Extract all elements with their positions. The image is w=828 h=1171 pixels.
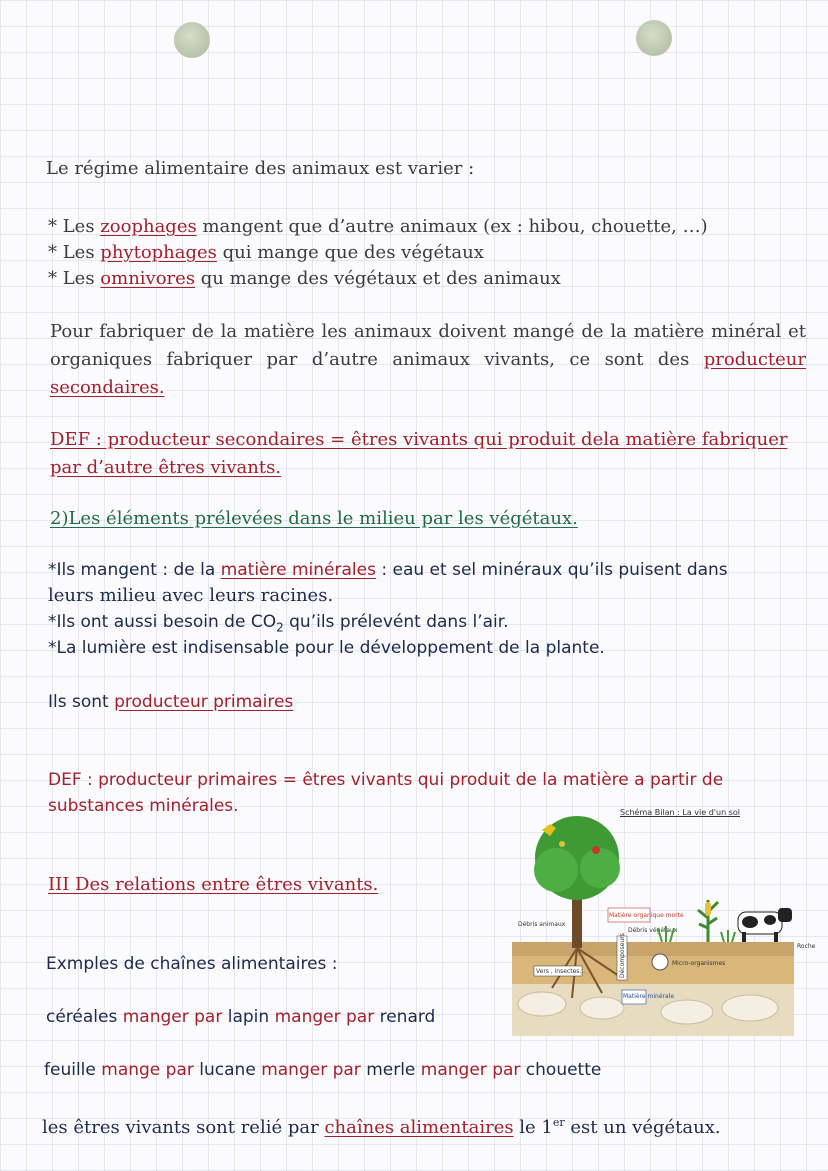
conclusion-prefix: les êtres vivants sont relié par — [42, 1117, 325, 1138]
diet-line-phytophages — [48, 239, 484, 267]
diet-bullet: * Les — [48, 242, 101, 263]
diagram-apple — [559, 841, 565, 847]
term-phytophages: phytophages — [100, 242, 217, 263]
chain-2-item: lucane — [199, 1060, 262, 1080]
diagram-rock — [518, 992, 566, 1016]
diet-rest: mangent que d’autre animaux (ex : hibou, chouette, …) — [196, 216, 708, 237]
diet-line-zoophages — [48, 213, 708, 241]
para1-line2-text: organiques fabriquer par d’autre animaux vivants, ce sont des — [50, 349, 704, 370]
conclusion — [42, 1109, 721, 1142]
chain-1-item: lapin — [227, 1007, 275, 1027]
diagram-tree-foliage — [534, 848, 578, 892]
diagram-cow-head — [778, 908, 792, 922]
diagram-cow-spot — [742, 916, 758, 928]
diagram-rock — [580, 997, 624, 1019]
diagram-corn-cob — [705, 902, 711, 916]
plant-needs-line4: *La lumière est indisensable pour le développement de la plante. — [48, 638, 605, 658]
chain-1-link: manger par — [274, 1007, 380, 1027]
label-micro-organismes: Micro-organismes — [672, 960, 726, 967]
chain-2-link: mange par — [101, 1060, 200, 1080]
chain-1-item: céréales — [46, 1007, 123, 1027]
diagram-rock — [722, 995, 778, 1021]
label-debris-animaux: Débris animaux — [518, 921, 566, 928]
def-secondary-line1: DEF : producteur secondaires = êtres vivants qui produit dela matière fabriquer — [50, 429, 788, 450]
conclusion-superscript: er — [552, 1116, 565, 1129]
chain-2-link: manger par — [420, 1060, 526, 1080]
para1-line3: secondaires. — [50, 377, 165, 398]
diagram-apple — [592, 846, 600, 854]
plant-needs-text: *Ils ont aussi besoin de CO — [48, 612, 277, 632]
plant-needs-text: *Ils mangent : de la — [48, 560, 221, 580]
label-debris-vegetaux: Débris végétaux — [628, 927, 678, 934]
diagram-litter-layer — [512, 942, 794, 956]
label-roche: Roche — [797, 943, 816, 950]
label-matiere-organique: Matière organique morte — [609, 912, 684, 919]
para1-line2 — [50, 346, 806, 374]
diet-rest: qu mange des végétaux et des animaux — [195, 268, 561, 289]
para1-line1: Pour fabriquer de la matière les animaux doivent mangé de la matière minéral et — [50, 321, 806, 342]
primary-prefix: Ils sont — [48, 692, 115, 712]
diagram-cow-leg — [742, 932, 746, 942]
section3-title: III Des relations entre êtres vivants. — [48, 874, 379, 895]
diagram-microbes — [652, 954, 668, 970]
binder-hole-right — [636, 20, 672, 56]
label-vers: Vers , insectes... — [536, 968, 586, 975]
examples-title: Exmples de chaînes alimentaires : — [46, 954, 338, 974]
chain-1-link: manger par — [122, 1007, 228, 1027]
chain-2-item: feuille — [44, 1060, 102, 1080]
intro-text: Le régime alimentaire des animaux est varier : — [46, 158, 475, 179]
def-primary-line2: substances minérales. — [48, 796, 239, 816]
diet-line-omnivores — [48, 265, 561, 293]
diagram-cow-leg — [774, 932, 778, 942]
diagram-cow-spot — [764, 915, 776, 925]
term-matiere-minerales: matière minérales — [220, 560, 376, 580]
conclusion-end: est un végétaux. — [564, 1117, 721, 1138]
diet-rest: qui mange que des végétaux — [216, 242, 484, 263]
chain-2 — [44, 1056, 601, 1084]
plant-needs-line2: leurs milieu avec leurs racines. — [48, 585, 334, 606]
chain-1 — [46, 1003, 435, 1031]
term-omnivores: omnivores — [100, 268, 196, 289]
term-producteur-primaires: producteur primaires — [114, 692, 294, 712]
primary-line — [48, 688, 293, 716]
diet-bullet: * Les — [48, 268, 101, 289]
diagram-rock — [661, 1000, 713, 1024]
label-matiere-minerale: Matière minérale — [623, 993, 675, 1000]
diagram-grass — [721, 930, 735, 942]
plant-needs-text: qu’ils prélevént dans l’air. — [283, 612, 509, 632]
term-chaines-alimentaires: chaînes alimentaires — [324, 1117, 514, 1138]
conclusion-middle: le 1 — [513, 1117, 553, 1138]
section2-title: 2)Les éléments prélevées dans le milieu par les végétaux. — [50, 508, 578, 529]
label-decomposeurs: Décomposeurs — [619, 933, 626, 978]
chain-2-item: chouette — [525, 1060, 602, 1080]
def-primary-line1: DEF : producteur primaires = êtres vivants qui produit de la matière a partir de — [48, 770, 724, 790]
binder-hole-left — [174, 22, 210, 58]
diet-bullet: * Les — [48, 216, 101, 237]
co2-subscript: 2 — [276, 620, 284, 635]
term-producteur: producteur — [703, 349, 806, 370]
chain-2-link: manger par — [261, 1060, 367, 1080]
diagram-tree-foliage — [580, 848, 620, 888]
term-zoophages: zoophages — [100, 216, 197, 237]
plant-needs-text: : eau et sel minéraux qu’ils puisent dans — [375, 560, 728, 580]
chain-1-item: renard — [379, 1007, 436, 1027]
diagram-title: Schéma Bilan : La vie d'un sol — [620, 808, 740, 817]
plant-needs-line1 — [48, 556, 728, 584]
def-secondary-line2: par d’autre êtres vivants. — [50, 457, 282, 478]
soil-life-diagram — [512, 808, 816, 1040]
chain-2-item: merle — [366, 1060, 421, 1080]
